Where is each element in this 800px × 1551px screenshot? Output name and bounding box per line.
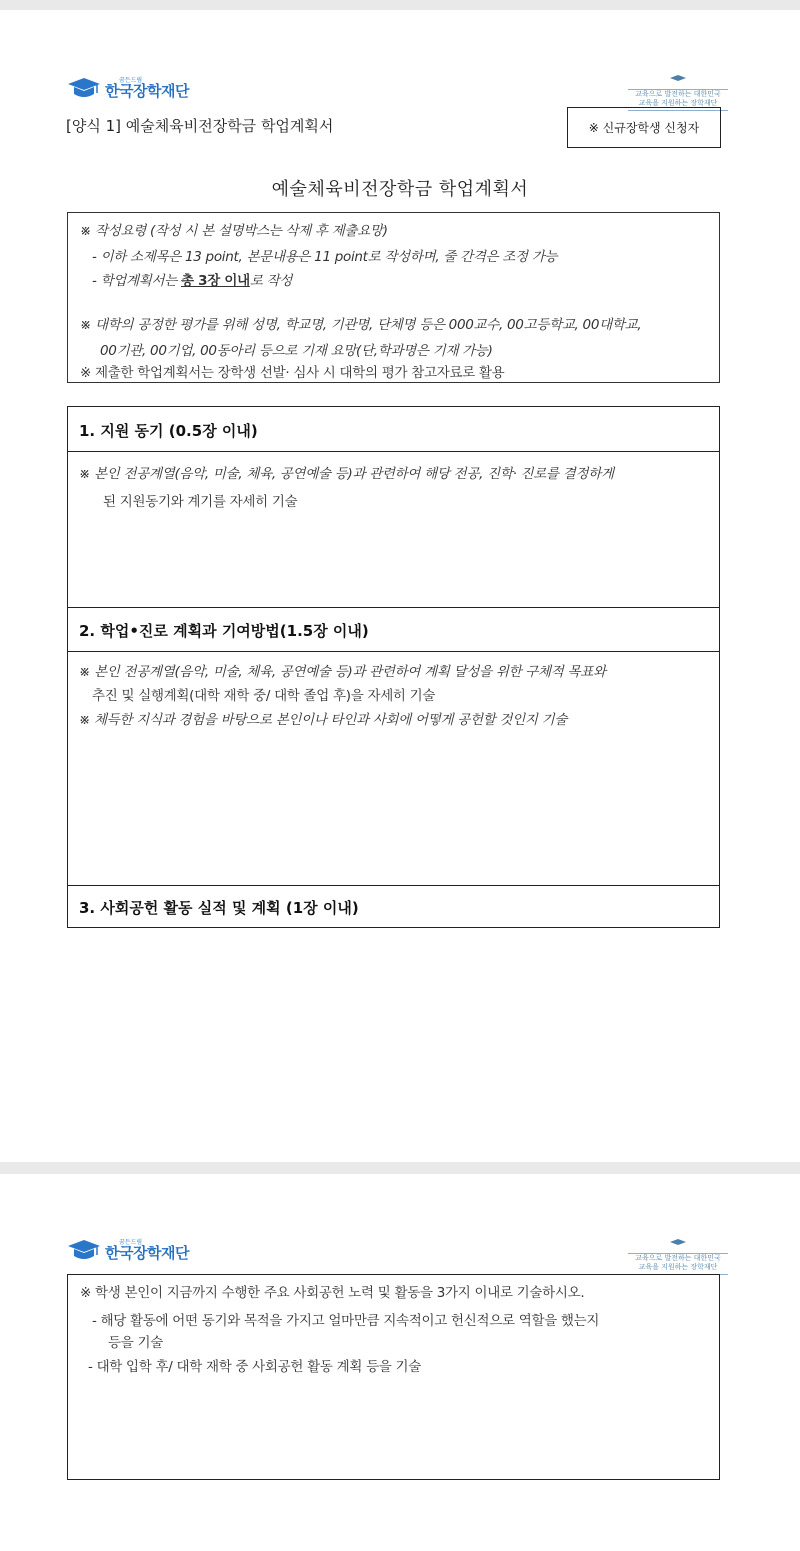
page2-instruction-2: - 해당 활동에 어떤 동기와 목적을 가지고 얼마만큼 지속적이고 헌신적으로 역할을 했는지 xyxy=(92,1313,600,1329)
document-page-1 xyxy=(0,10,800,1162)
section-heading: 1. 지원 동기 (0.5장 이내) xyxy=(79,422,258,440)
guide-heading: ※ 작성요령 (작성 시 본 설명박스는 삭제 후 제출요망) xyxy=(80,223,388,239)
guide-line-3: ※ 대학의 공정한 평가를 위해 성명, 학교명, 기관명, 단체명 등은 000교수, 00고등학교, 00대학교, xyxy=(80,317,642,333)
slogan-mark xyxy=(628,68,728,111)
section-heading: 2. 학업•진로 계획과 기여방법(1.5장 이내) xyxy=(79,622,369,640)
section-2-instruction-3: ※ 체득한 지식과 경험을 바탕으로 본인이나 타인과 사회에 어떻게 공헌할 것인지 기술 xyxy=(79,712,568,728)
guide-line-1: - 이하 소제목은 13 point, 본문내용은 11 point로 작성하며, 줄 간격은 조정 가능 xyxy=(92,249,558,265)
slogan-line-1: 교육으로 발전하는 대한민국 xyxy=(635,90,721,98)
small-cap-icon xyxy=(628,68,728,87)
kosaf-logo xyxy=(66,1238,189,1262)
page2-instruction-1: ※ 학생 본인이 지금까지 수행한 주요 사회공헌 노력 및 활동을 3가지 이내로 기술하시오. xyxy=(80,1285,585,1301)
logo-name: 한국장학재단 xyxy=(105,1243,189,1262)
section-3-header xyxy=(68,886,719,927)
guide-line-2: - 학업계획서는 총 3장 이내로 작성 xyxy=(92,273,293,289)
form-label: [양식 1] 예술체육비전장학금 학업계획서 xyxy=(66,117,334,135)
plan-sections-table xyxy=(67,406,720,928)
section-2-header xyxy=(68,608,719,652)
slogan-mark xyxy=(628,1232,728,1275)
guide-line-5: ※ 제출한 학업계획서는 장학생 선발· 심사 시 대학의 평가 참고자료로 활용 xyxy=(80,365,505,381)
kosaf-logo xyxy=(66,76,189,100)
slogan-line-2: 교육을 지원하는 장학재단 xyxy=(638,1263,718,1271)
graduation-cap-icon xyxy=(66,76,102,100)
section-1-instruction-2: 된 지원동기와 계기를 자세히 기술 xyxy=(103,494,298,510)
section-2-instruction-2: 추진 및 실행계획(대학 재학 중/ 대학 졸업 후)을 자세히 기술 xyxy=(92,688,436,704)
page2-instruction-3: 등을 기술 xyxy=(108,1335,163,1351)
section-1-header xyxy=(68,407,719,452)
social-contribution-box[interactable] xyxy=(67,1274,720,1480)
page2-instruction-4: - 대학 입학 후/ 대학 재학 중 사회공헌 활동 계획 등을 기술 xyxy=(88,1359,422,1375)
section-2-instruction-1: ※ 본인 전공계열(음악, 미술, 체육, 공연예술 등)과 관련하여 계획 달성을 위한 구체적 목표와 xyxy=(79,664,606,680)
document-page-2 xyxy=(0,1174,800,1551)
logo-tagline: 꿈든드림 xyxy=(119,76,143,84)
slogan-line-1: 교육으로 발전하는 대한민국 xyxy=(635,1254,721,1262)
guide-line-4: 00기관, 00기업, 00동아리 등으로 기재 요망(단,학과명은 기재 가능) xyxy=(100,343,493,359)
logo-name: 한국장학재단 xyxy=(105,81,189,100)
section-1-body[interactable] xyxy=(68,452,719,608)
section-1-instruction-1: ※ 본인 전공계열(음악, 미술, 체육, 공연예술 등)과 관련하여 해당 전공, 진학· 진로를 결정하게 xyxy=(79,466,614,482)
slogan-line-2: 교육을 지원하는 장학재단 xyxy=(638,99,718,107)
logo-tagline: 꿈든드림 xyxy=(119,1238,143,1246)
graduation-cap-icon xyxy=(66,1238,102,1262)
section-2-body[interactable] xyxy=(68,652,719,886)
applicant-badge: ※ 신규장학생 신청자 xyxy=(567,107,721,148)
section-heading: 3. 사회공헌 활동 실적 및 계획 (1장 이내) xyxy=(79,899,359,917)
guide-emphasis: 총 3장 이내 xyxy=(181,273,250,289)
document-title: 예술체육비전장학금 학업계획서 xyxy=(271,179,529,200)
writing-guide-box xyxy=(67,212,720,383)
small-cap-icon xyxy=(628,1232,728,1251)
